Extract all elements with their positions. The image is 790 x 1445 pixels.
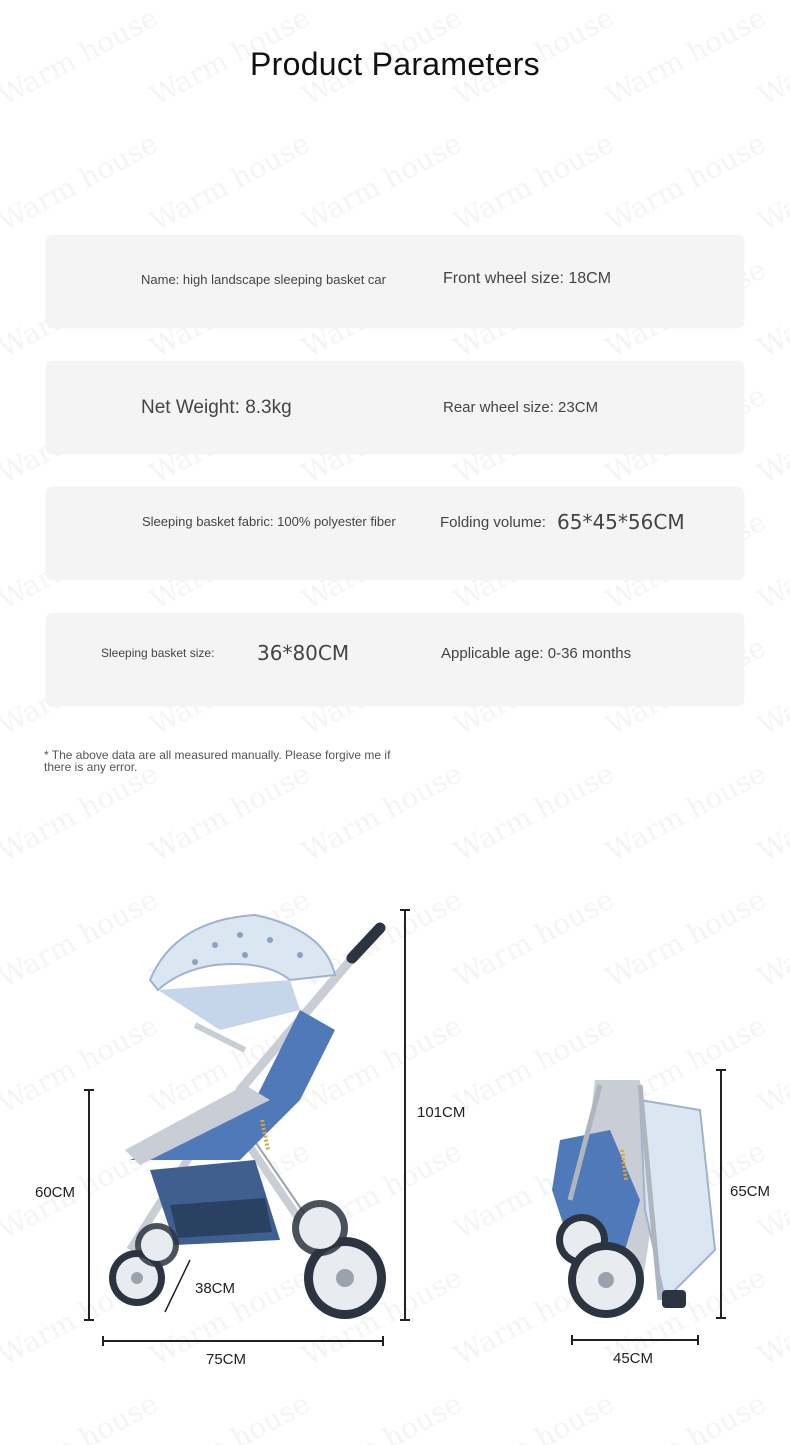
spec-rear-wheel: Rear wheel size: 23CM bbox=[443, 399, 599, 416]
spec-name: Name: high landscape sleeping basket car bbox=[141, 272, 386, 287]
spec-basket-size-label: Sleeping basket size: bbox=[101, 646, 215, 660]
dim-height-folded: 65CM bbox=[730, 1183, 771, 1200]
measurement-note: * The above data are all measured manually. Please forgive me if there is any error. bbox=[44, 748, 391, 774]
dim-seat-height: 60CM bbox=[35, 1184, 76, 1201]
spec-fabric: Sleeping basket fabric: 100% polyester fiber bbox=[142, 514, 396, 529]
dim-length-unfolded: 75CM bbox=[206, 1351, 247, 1368]
spec-folding-volume-value: 65*45*56CM bbox=[557, 510, 685, 534]
unfolded-stroller-image bbox=[109, 915, 386, 1319]
spec-front-wheel: Front wheel size: 18CM bbox=[443, 270, 612, 287]
page-title: Product Parameters bbox=[250, 46, 540, 82]
spec-folding-volume-label: Folding volume: bbox=[440, 514, 546, 531]
spec-applicable-age: Applicable age: 0-36 months bbox=[441, 645, 632, 662]
folded-stroller-image bbox=[552, 1080, 715, 1318]
dim-height-unfolded: 101CM bbox=[417, 1104, 466, 1121]
spec-basket-size-value: 36*80CM bbox=[257, 641, 350, 665]
spec-net-weight: Net Weight: 8.3kg bbox=[141, 397, 292, 418]
dim-width-folded: 45CM bbox=[613, 1350, 654, 1367]
dim-width-unfolded: 38CM bbox=[195, 1280, 236, 1297]
